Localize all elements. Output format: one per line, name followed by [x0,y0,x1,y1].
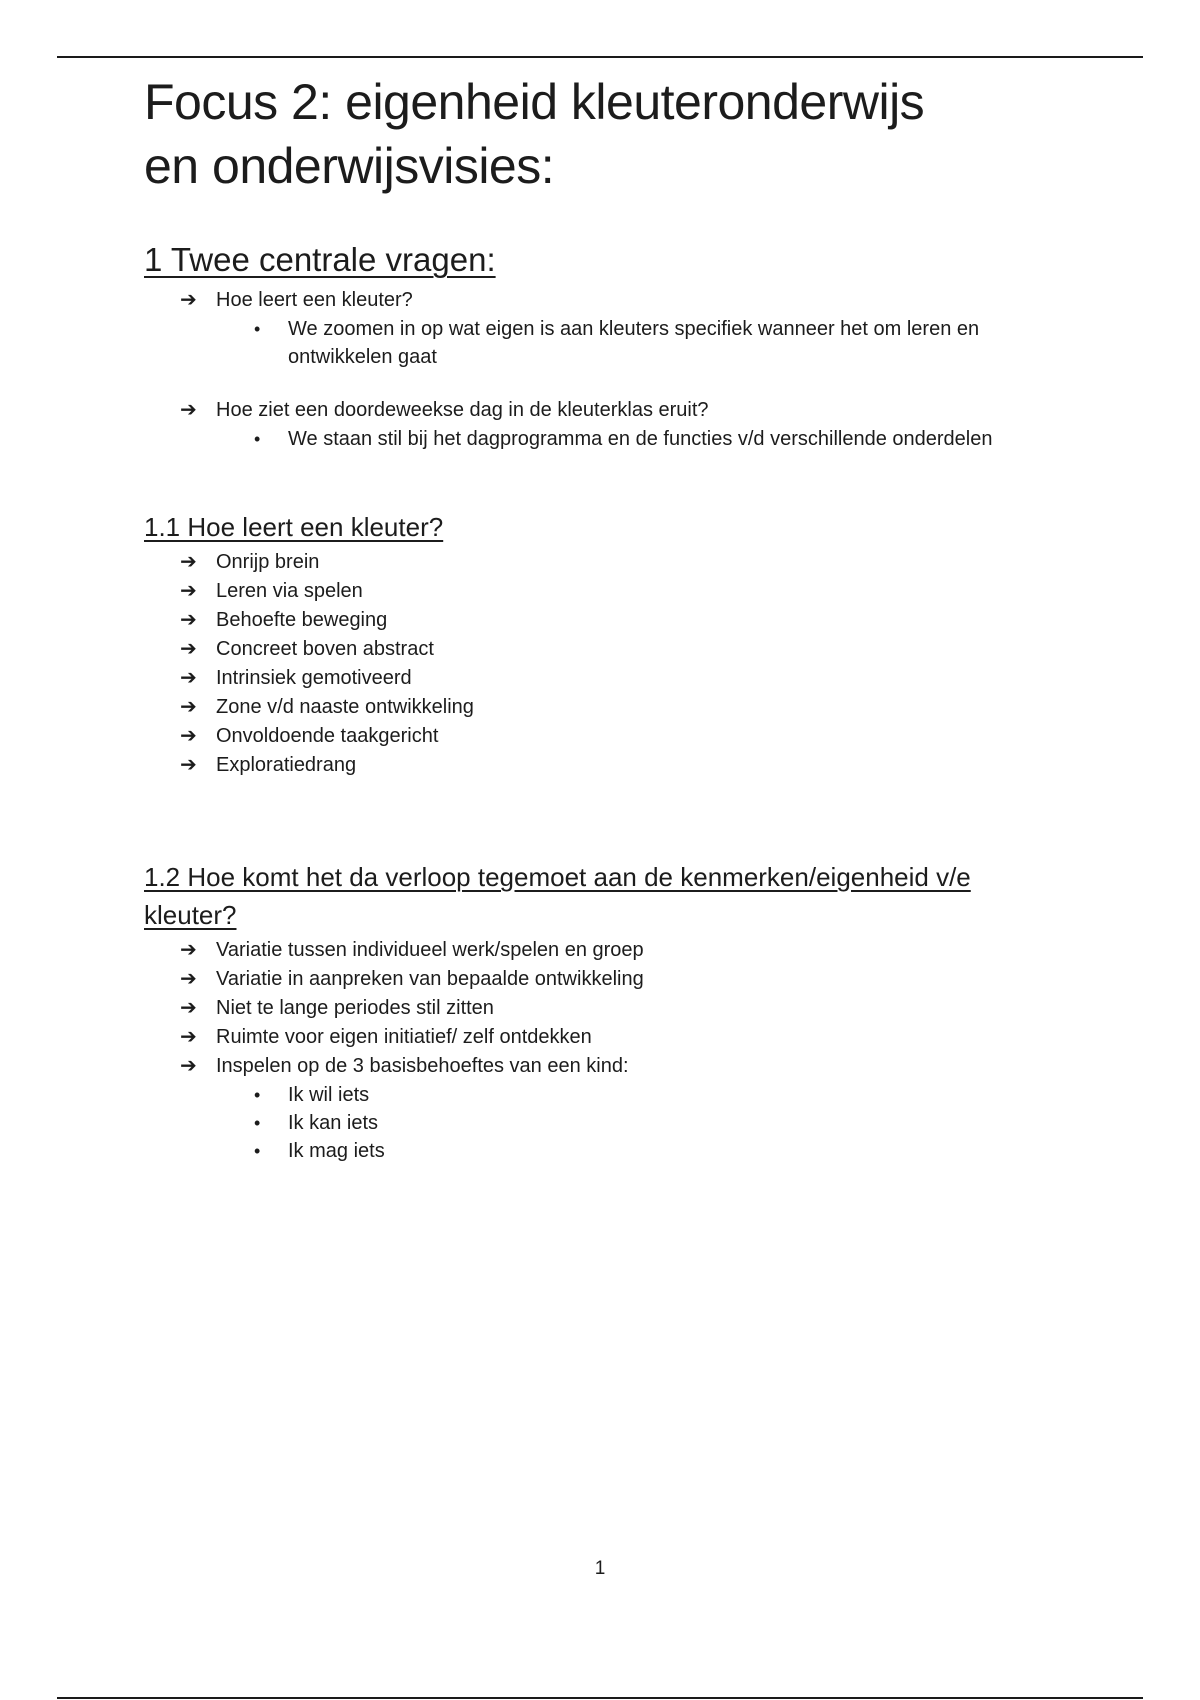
list-item [180,548,1064,577]
item-text: Exploratiedrang [216,754,357,776]
list-item [252,1137,1064,1165]
list-item [180,396,1064,453]
list-item [180,965,1064,994]
item-text: Ik wil iets [288,1084,370,1106]
bullet-dot-icon: • [254,319,261,339]
section-1-heading: 1 Twee centrale vragen: [144,241,496,278]
arrow-right-icon: ➔ [180,696,197,718]
list-item [252,315,1064,371]
list-item [180,751,1064,780]
list-item [180,936,1064,965]
section-1-2-heading: 1.2 Hoe komt het da verloop tegemoet aan de kenmerken/eigenheid v/e kleuter? [144,862,971,930]
list-item [252,1081,1064,1109]
arrow-right-icon: ➔ [180,609,197,631]
item-text: Zone v/d naaste ontwikkeling [216,696,474,718]
arrow-right-icon: ➔ [180,1026,197,1048]
document-body [144,70,1064,1165]
central-questions-list [144,286,1064,453]
daily-flow-list [144,936,1064,1165]
list-item [180,635,1064,664]
list-item [180,577,1064,606]
question-detail: We staan stil bij het dagprogramma en de functies v/d verschillende onderdelen [288,428,993,450]
list-item [180,994,1064,1023]
arrow-right-icon: ➔ [180,551,197,573]
item-text: Concreet boven abstract [216,638,434,660]
page-number: 1 [594,1558,606,1579]
basic-needs-list [216,1081,1064,1165]
item-text: Ik mag iets [288,1140,385,1162]
list-item [180,1052,1064,1165]
list-item [180,286,1064,371]
list-item [180,1023,1064,1052]
question-detail-list [216,315,1064,371]
arrow-right-icon: ➔ [180,289,197,311]
item-text: Variatie tussen individueel werk/spelen en groep [216,939,644,961]
bullet-dot-icon: • [254,1141,261,1161]
list-item [180,664,1064,693]
item-text: Niet te lange periodes stil zitten [216,997,494,1019]
bullet-dot-icon: • [254,429,261,449]
arrow-right-icon: ➔ [180,754,197,776]
list-item [180,722,1064,751]
item-text: Inspelen op de 3 basisbehoeftes van een kind: [216,1055,629,1077]
list-item [252,425,1064,453]
arrow-right-icon: ➔ [180,667,197,689]
list-item [180,693,1064,722]
arrow-right-icon: ➔ [180,939,197,961]
item-text: Leren via spelen [216,580,363,602]
section-1-1-heading: 1.1 Hoe leert een kleuter? [144,512,444,542]
document-title [144,70,1064,198]
question-detail-list [216,425,1064,453]
title-line-2: en onderwijsvisies: [144,138,555,194]
arrow-right-icon: ➔ [180,638,197,660]
question-text: Hoe leert een kleuter? [216,289,413,311]
arrow-right-icon: ➔ [180,1055,197,1077]
title-line-1: Focus 2: eigenheid kleuteronderwijs [144,74,925,130]
question-text: Hoe ziet een doordeweekse dag in de kleuterklas eruit? [216,399,709,421]
arrow-right-icon: ➔ [180,968,197,990]
list-item [180,606,1064,635]
question-detail: We zoomen in op wat eigen is aan kleuters specifiek wanneer het om leren en ontwikkelen gaat [288,318,980,368]
top-rule [57,56,1143,58]
item-text: Behoefte beweging [216,609,388,631]
item-text: Variatie in aanpreken van bepaalde ontwikkeling [216,968,644,990]
arrow-right-icon: ➔ [180,580,197,602]
item-text: Onvoldoende taakgericht [216,725,439,747]
learning-traits-list [144,548,1064,780]
arrow-right-icon: ➔ [180,399,197,421]
item-text: Ruimte voor eigen initiatief/ zelf ontdekken [216,1026,592,1048]
bottom-rule [57,1697,1143,1699]
bullet-dot-icon: • [254,1113,261,1133]
arrow-right-icon: ➔ [180,997,197,1019]
arrow-right-icon: ➔ [180,725,197,747]
item-text: Onrijp brein [216,551,320,573]
bullet-dot-icon: • [254,1085,261,1105]
item-text: Intrinsiek gemotiveerd [216,667,412,689]
list-item [252,1109,1064,1137]
item-text: Ik kan iets [288,1112,379,1134]
